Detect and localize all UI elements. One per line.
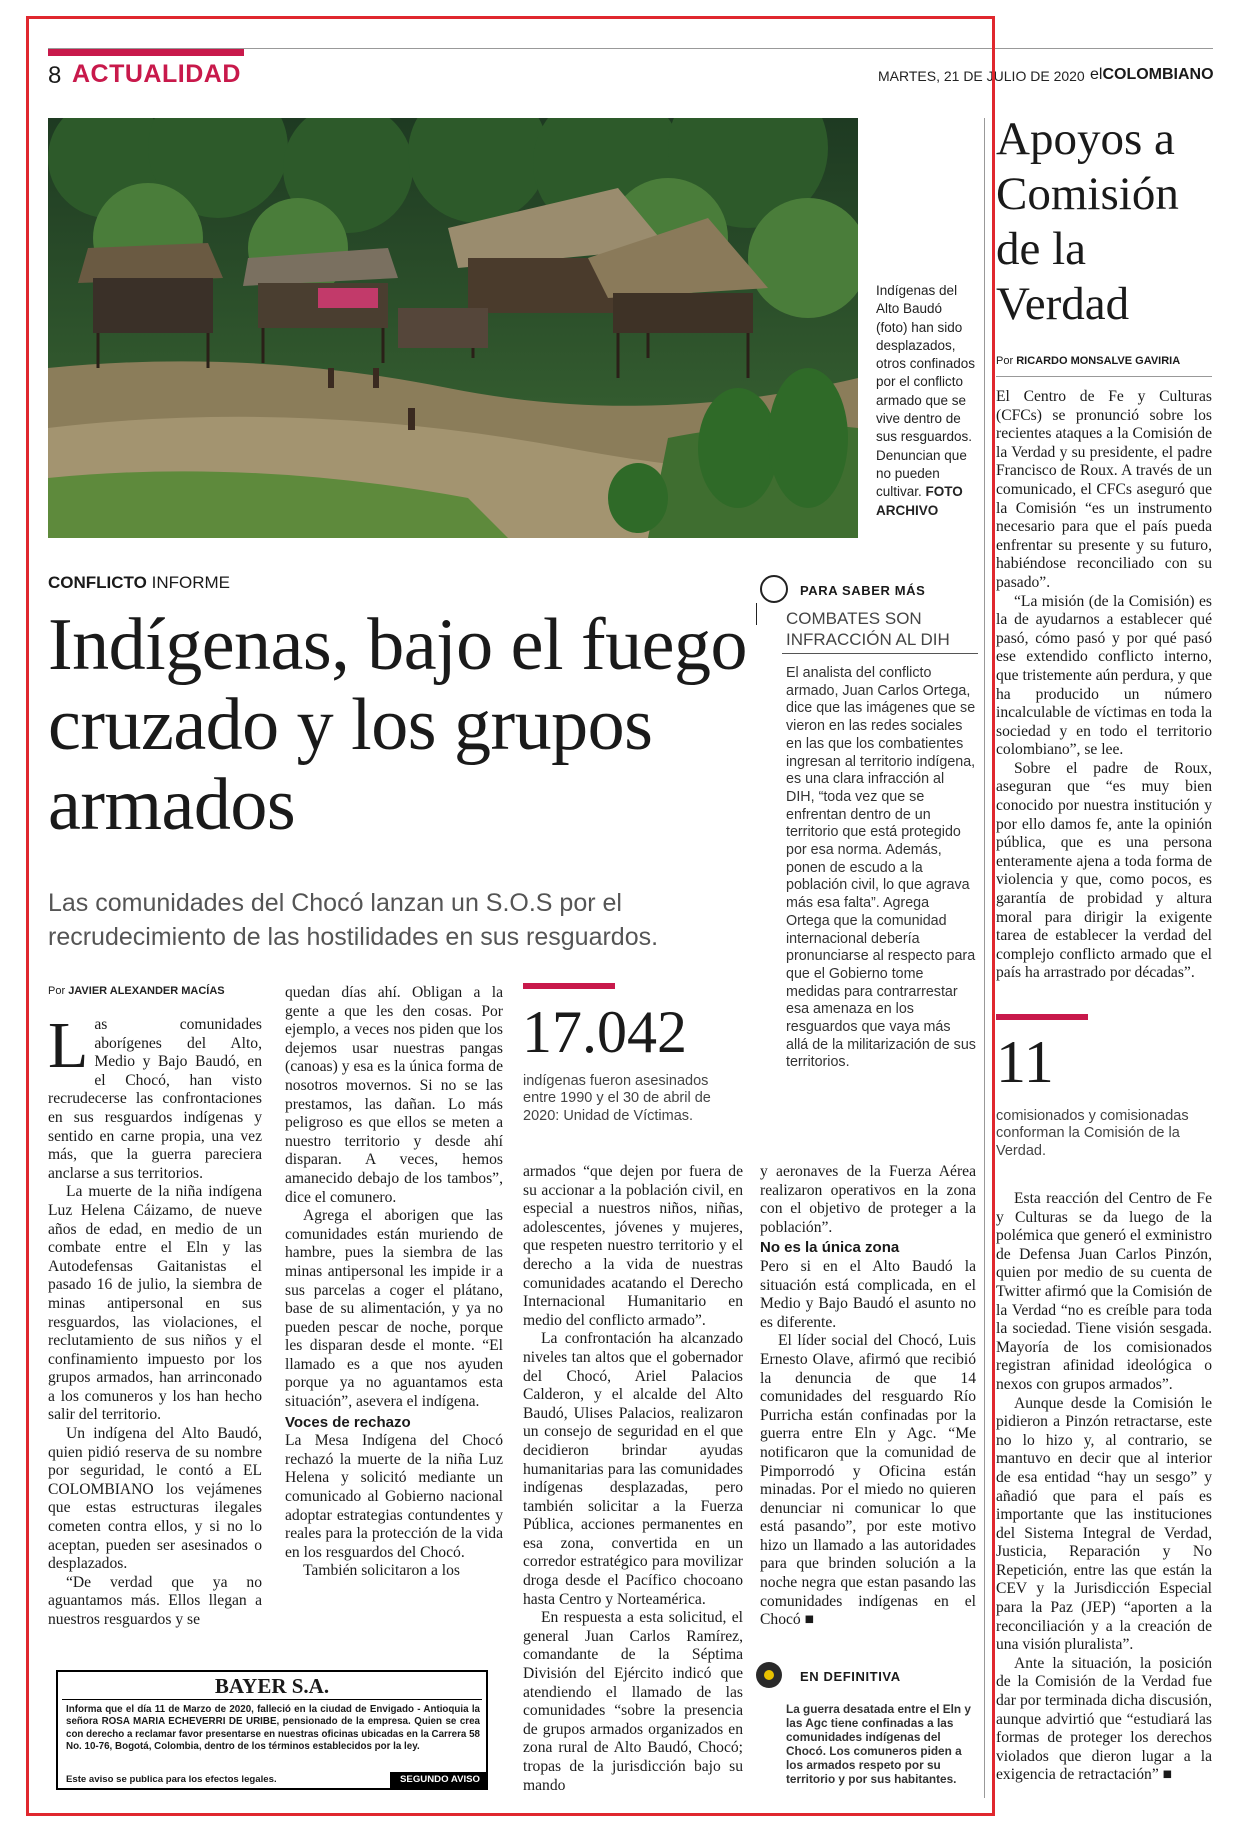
sidebar-stat-description: comisionados y comisionadas conforman la Comisión de la Verdad. xyxy=(996,1108,1189,1159)
ad-body: Informa que el día 11 de Marzo de 2020, falleció en la ciudad de Envigado - Antioquia la señora ROSA MARIA ECHEVERRI DE URIBE, pensionado de la empresa. Quien se crea con derecho a reclamar favor presentarse en nuestras oficinas ubicadas en la Carrera 58 No. 10-76, Bogotá, Colombia, dentro de los términos establecidos por la ley. xyxy=(66,1704,480,1753)
pin-line xyxy=(756,603,757,625)
article-column-1: Las comunidades aborígenes del Alto, Medio y Bajo Baudó, en el Chocó, han visto recrudecerse las confrontaciones en sus resguardos indígenas y sentido en carne propia, una vez más, que la guerra pareciera anclarse a sus territorios. La muerte de la niña indígena Luz Helena Cáizamo, de nueve años de edad, en medio de un combate entre el Eln y las Autodefensas Gaitanistas el pasado 16 de julio, la siembra de minas antipersonal en sus resguardos, las violaciones, el reclutamiento de sus niños y el confinamiento impuesto por los grupos armados, han arrinconado a los comuneros y los han hecho salir del territorio. Un indígena del Alto Baudó, quien pidió reserva de su nombre por seguridad, le contó a EL COLOMBIANO los vejámenes que estas estructuras ilegales cometen contra ellos, y si no lo aceptan, pueden ser asesinados o desplazados. “De verdad que ya no aguantamos más. Ellos llegan a nuestros resguardos y se xyxy=(48,1009,262,1628)
ad-title: BAYER S.A. xyxy=(214,1674,330,1698)
column-divider xyxy=(984,118,985,1798)
box-rule xyxy=(782,653,978,654)
sidebar-rule xyxy=(996,376,1212,377)
sidebar-headline: Apoyos a Comisión de la Verdad xyxy=(996,113,1179,330)
sidebar-stat-number: 11 xyxy=(996,1029,1054,1095)
ad-rule xyxy=(62,1699,482,1700)
article-column-4: y aeronaves de la Fuerza Aérea realizaron operativos en la zona con el objetivo de proteger a la población”. No es la única zona Pero si en el Alto Baudó la situación está complicada, en el Medio y Bajo Baudó el asunto no es diferente. El líder social del Chocó, Luis Ernesto Olave, afirmó que recibió la denuncia de que 14 comunidades del resguardo Río Purricha están confinadas por la guerra entre Eln y Agc. “Me notificaron que la comunidad de Pimporrodó y Oficina están minadas. Por el miedo no quieren denunciar ni comunicar lo que está pasando”, por este motivo hizo un llamado a las autoridades para que brinden solución a la noche negra que estan pasando las comunidades indígenas en el Chocó ■ xyxy=(760,1163,976,1629)
subhead-no-es: No es la única zona xyxy=(760,1239,900,1257)
page-number: 8 xyxy=(48,62,62,89)
sidebar-body-2: Esta reacción del Centro de Fe y Culturas se da luego de la polémica que generó el exministro de Defensa Juan Carlos Pinzón, quien por medio de su cuenta de Twitter afirmó que la Comisión de la Verdad “no es creíble para toda la sociedad. Tiene visión sesgada. Mayoría de los comisionados registran afinidad ideológica o nexos con grupos armados”. Aunque desde la Comisión le pidieron a Pinzón retractarse, este no lo hizo y, al contrario, se mantuvo en decir que al interior de esa entidad “hay un sesgo” y añadió que para el país es importante que las instituciones del Sistema Integral de Verdad, Justicia, Reparación y No Repetición, entre las que están la CEV y la Jurisdicción Especial para la Paz (JEP) “aporten a la reconciliación y a la creación de una visión pluralista”. Ante la situación, la posición de la Comisión de la Verdad fue dar por terminada dicha discusión, aunque advirtió que “estudiará las formas de proteger los derechos violados que dieron lugar a la exigencia de retractación” ■ xyxy=(996,1190,1212,1784)
box-label: PARA SABER MÁS xyxy=(800,583,926,598)
article-kicker: CONFLICTO INFORME xyxy=(48,573,230,592)
summary-label: EN DEFINITIVA xyxy=(800,1669,901,1684)
photo-credit: FOTO ARCHIVO xyxy=(876,484,963,518)
masthead: elCOLOMBIANO xyxy=(1090,66,1214,83)
legal-notice-ad xyxy=(56,1670,488,1790)
sidebar-stat-bar xyxy=(996,1014,1088,1020)
drop-cap: L xyxy=(48,1009,89,1082)
box-body: El analista del conflicto armado, Juan Carlos Ortega, dice que las imágenes que se vieron en las redes sociales en las que los combatientes ingresan al territorio indígena, es una clara infracción al DIH, “toda vez que se enfrentan dentro de un territorio que está protegido por esa norma. Además, ponen de escudo a la población civil, lo que agrava más esa falta”. Agrega Ortega que la comunidad internacional debería pronunciarse al respecto para que el Gobierno tome medidas para contrarrestar esa amenaza en los resguardos que vaya más allá de la militarización de sus territorios. xyxy=(786,665,976,1071)
article-column-3: armados “que dejen por fuera de su accionar a la población civil, en especial a nuestros niños, niñas, adolescentes, jóvenes y mujeres, que respeten nuestro territorio y el derecho a la vida de nuestras comunidades acatando el Derecho Internacional Humanitario en medio del conflicto armado”. La confrontación ha alcanzado niveles tan altos que el gobernador del Chocó, Ariel Palacios Calderon, y el alcalde del Alto Baudó, Ulises Palacios, realizaron un consejo de seguridad en el que decidieron brindar ayudas humanitarias para las comunidades indígenas desplazadas, pero también solicitar a la Fuerza Pública, acciones permanentes en esa zona, convertida en un corredor estratégico para movilizar droga desde el Pacífico chocoano hasta Centro y Norteamérica. En respuesta a esta solicitud, el general Juan Carlos Ramírez, comandante de la Séptima División del Ejército indicó que atendiendo el llamado de las comunidades “sobre la presencia de grupos armados organizados en zona rural de Alto Baudó, Chocó; tropas de la jurisdicción bajo su mando xyxy=(523,1163,743,1794)
stat-accent-bar xyxy=(523,983,615,989)
pin-icon xyxy=(760,575,788,603)
issue-date: MARTES, 21 DE JULIO DE 2020 xyxy=(878,68,1085,84)
ad-tag: SEGUNDO AVISO xyxy=(390,1772,488,1788)
summary-body: La guerra desatada entre el Eln y las Agc tiene confinadas a las comunidades indígenas del Chocó. Los comuneros piden a los armados respeto por su territorio y por sus habitantes. xyxy=(786,1702,971,1786)
photo-caption: Indígenas del Alto Baudó (foto) han sido desplazados, otros confinados por el conflicto armado que se vive dentro de sus resguardos. Denuncian que no pueden cultivar. FOTO ARCHIVO xyxy=(876,283,976,518)
ad-footer: Este aviso se publica para los efectos legales. xyxy=(66,1774,277,1785)
article-headline: Indígenas, bajo el fuego cruzado y los grupos armados xyxy=(48,604,747,846)
stat-number: 17.042 xyxy=(522,999,687,1065)
article-column-2: quedan días ahí. Obligan a la gente a que les den cosas. Por ejemplo, a veces nos piden que los dejemos usar nuestras pangas (canoas) y esa es la única forma de nosotros movernos. Si no se las prestamos, las dañan. Lo más peligroso es que ellos se meten a nuestro territorio y desde ahí disparan. A veces, hemos amanecido debajo de los tambos”, dice el comunero. Agrega el aborigen que las comunidades están muriendo de hambre, pues la siembra de las minas antipersonal les impide ir a sus parcelas a coger el plátano, base de su alimentación, y ya no pueden pescar de noche, porque les disparan desde el monte. “El llamado es a que nos ayuden porque ya no aguantamos esta situación”, asevera el indígena. Voces de rechazo La Mesa Indígena del Chocó rechazó la muerte de la niña Luz Helena y solicitó mediante un comunicado al Gobierno nacional adoptar estrategias contundentes y reales para la protección de la vida en los resguardos del Chocó. También solicitaron a los xyxy=(285,984,503,1580)
article-deck: Las comunidades del Chocó lanzan un S.O.S por el recrudecimiento de las hostilidades en sus resguardos. xyxy=(48,889,659,951)
sidebar-body-1: El Centro de Fe y Culturas (CFCs) se pronunció sobre los recientes ataques a la Comisión de la Verdad y su presidente, el padre Francisco de Roux. A través de un comunicado, el CFCs aseguró que la Comisión “es un instrumento necesario para que el país pueda enfrentar su presente y su futuro, habiéndose reconciliado con su pasado”. “La misión (de la Comisión) es la de ayudarnos a establecer qué pasó, cómo pasó y por qué pasó ese extendido conflicto interno, que tristemente aún perdura, y que ha producido un número incalculable de víctimas en toda la sociedad y en todo el territorio colombiano”, se lee. Sobre el padre de Roux, aseguran que “es muy bien conocido por nuestra institución y por ello damos fe, ante la opinión pública, que es una persona enteramente ajena a toda forma de violencia y que, como pocos, es garantía de probidad y altura moral para dirigir la exigente tarea de establecer la verdad del complejo conflicto armado que el país ha arrastrado por décadas”. xyxy=(996,388,1212,982)
box-title: COMBATES SON INFRACCIÓN AL DIH xyxy=(786,609,950,649)
stat-description: indígenas fueron asesinados entre 1990 y el 30 de abril de 2020: Unidad de Víctimas. xyxy=(523,1073,711,1124)
subhead-voces: Voces de rechazo xyxy=(285,1413,411,1431)
article-byline: Por JAVIER ALEXANDER MACÍAS xyxy=(48,985,225,997)
section-name: ACTUALIDAD xyxy=(72,60,241,88)
sidebar-byline: Por RICARDO MONSALVE GAVIRIA xyxy=(996,355,1181,367)
summary-icon xyxy=(756,1662,782,1688)
